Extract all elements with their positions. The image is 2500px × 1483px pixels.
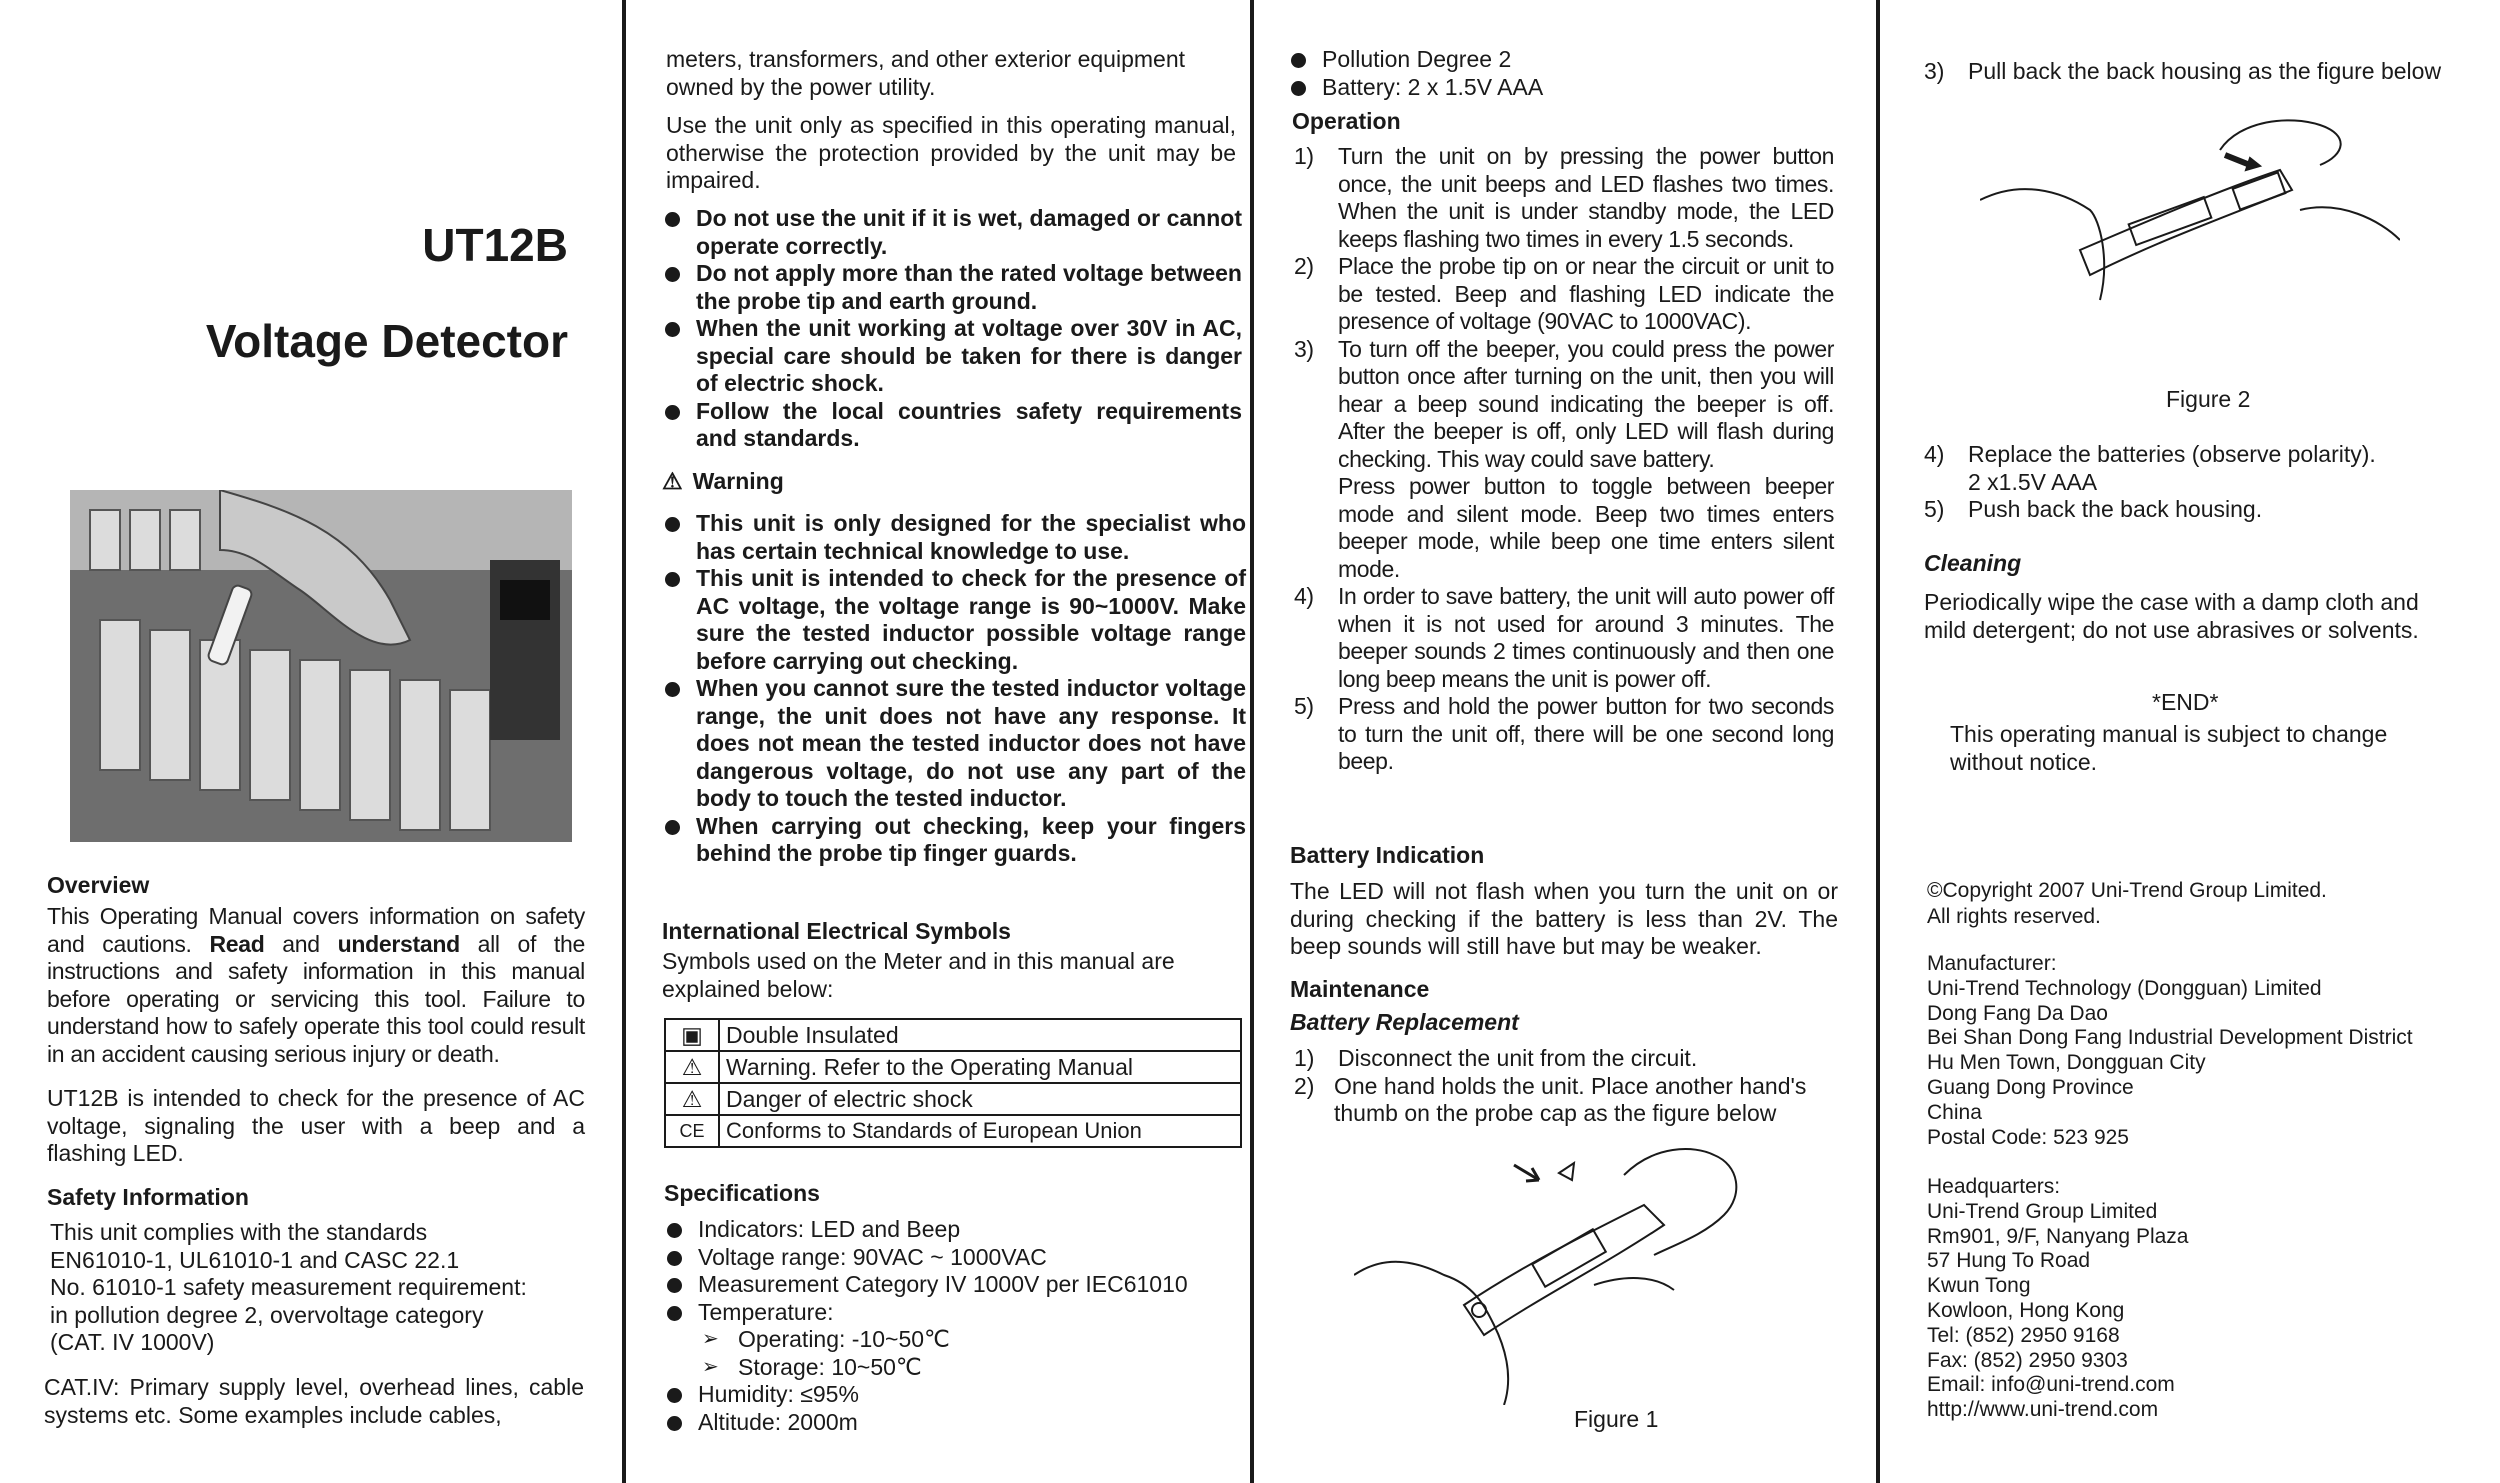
panel-cover — [0, 0, 620, 1483]
cat-iv-text: CAT.IV: Primary supply level, overhead lines, cable systems etc. Some examples include cables, — [44, 1374, 584, 1428]
figure-1-illustration — [1354, 1135, 1754, 1405]
operation-step — [1294, 473, 1834, 583]
spec-item: Humidity: ≤95% — [664, 1381, 1254, 1409]
step-text: 2 x1.5V AAA — [1968, 468, 2098, 495]
model-title: UT12B — [422, 219, 568, 271]
overview-text-c: all of the instructions and safety information in this manual before operating or servicing this tool. Failure to understand how to safely operate this tool could result in an accident causing serious injury or death. — [47, 930, 586, 1067]
operation-step — [1294, 253, 1834, 336]
battery-replacement-heading: Battery Replacement — [1290, 1009, 1519, 1035]
table-row — [665, 1019, 1241, 1051]
warning-heading — [662, 468, 784, 496]
table-row — [665, 1083, 1241, 1115]
ce-mark-icon: CE — [665, 1115, 719, 1147]
spec-subitem: ➢ Storage: 10~50℃ — [664, 1354, 1254, 1382]
spec-item: Pollution Degree 2 — [1288, 46, 1848, 74]
manufacturer-line: Hu Men Town, Dongguan City — [1927, 1051, 2206, 1075]
spec-item: Altitude: 2000m — [664, 1409, 1254, 1437]
manufacturer-line: Manufacturer: — [1927, 952, 2057, 975]
electric-shock-icon: ⚠ — [665, 1083, 719, 1115]
manufacturer-block — [1927, 952, 2413, 1150]
step-number: 3) — [1294, 335, 1314, 362]
manufacturer-line: China — [1927, 1100, 1982, 1124]
overview-paragraph-2: UT12B is intended to check for the presence of AC voltage, signaling the user with a beep and a flashing LED. — [47, 1085, 585, 1166]
symbol-label: Warning. Refer to the Operating Manual — [719, 1051, 1241, 1083]
panel-battery — [1880, 0, 2500, 1483]
spec-item: Battery: 2 x 1.5V AAA — [1288, 74, 1848, 102]
bullet-item: Follow the local countries safety requirements and standards. — [662, 398, 1242, 453]
headquarters-line: Uni-Trend Group Limited — [1927, 1199, 2158, 1223]
spec-item: Voltage range: 90VAC ~ 1000VAC — [664, 1244, 1254, 1272]
step-number: 5) — [1924, 496, 1945, 522]
safety-line: EN61010-1, UL61010-1 and CASC 22.1 — [50, 1246, 460, 1273]
spec-item: Measurement Category IV 1000V per IEC61010 — [664, 1271, 1254, 1299]
bullet-item: Do not apply more than the rated voltage between the probe tip and earth ground. — [662, 260, 1242, 315]
replacement-step — [1294, 1073, 1844, 1128]
headquarters-website: http://www.uni-trend.com — [1927, 1398, 2159, 1422]
step-number: 4) — [1924, 441, 1945, 467]
cleaning-heading: Cleaning — [1924, 550, 2022, 576]
rights-reserved: All rights reserved. — [1927, 905, 2101, 928]
copyright — [1927, 878, 2327, 903]
overview-understand: understand — [337, 930, 460, 957]
headquarters-line: 57 Hung To Road — [1927, 1249, 2091, 1273]
replacement-step-3 — [1924, 58, 2484, 86]
battery-indication-heading: Battery Indication — [1290, 842, 1485, 868]
copyright-symbol: © — [1927, 879, 1943, 902]
overview-paragraph-1 — [47, 903, 585, 1068]
bullet-item: When the unit working at voltage over 30V in AC, special care should be taken for there is danger of electric shock. — [662, 315, 1242, 398]
cleaning-text: Periodically wipe the case with a damp cloth and mild detergent; do not use abrasives or solvents. — [1924, 589, 2419, 643]
warning-label: Warning — [692, 468, 784, 494]
step-text: Replace the batteries (observe polarity). — [1968, 441, 2376, 467]
step-number: 2) — [1294, 253, 1314, 279]
warning-item: When you cannot sure the tested inductor voltage range, the unit does not have any response. It does not mean the tested inductor does not have dangerous voltage, do not use any part of the body to touch the tested inductor. — [662, 675, 1246, 813]
symbol-label: Danger of electric shock — [719, 1083, 1241, 1115]
safety-lines — [50, 1219, 590, 1357]
product-title: Voltage Detector — [205, 315, 568, 367]
operation-step — [1294, 583, 1834, 693]
replacement-step — [1924, 496, 2484, 524]
use-text: Use the unit only as specified in this operating manual, otherwise the protection provided by the unit may be impaired. — [666, 112, 1236, 193]
headquarters-line: Fax: (852) 2950 9303 — [1927, 1348, 2128, 1372]
headquarters-line: Kwun Tong — [1927, 1274, 2031, 1298]
symbols-table — [664, 1018, 1242, 1148]
step-number: 5) — [1294, 693, 1314, 719]
safety-line: (CAT. IV 1000V) — [50, 1329, 215, 1355]
manufacturer-line: Uni-Trend Technology (Dongguan) Limited — [1927, 976, 2322, 1000]
panel-safety — [626, 0, 1250, 1483]
symbol-label: Conforms to Standards of European Union — [719, 1115, 1241, 1147]
headquarters-line: Kowloon, Hong Kong — [1927, 1298, 2125, 1322]
step-text: Pull back the back housing as the figure below — [1968, 58, 2442, 84]
manufacturer-line: Bei Shan Dong Fang Industrial Development District — [1927, 1026, 2413, 1050]
step-text: Place the probe tip on or near the circuit or unit to be tested. Beep and flashing LED indicate the presence of voltage (90VAC to 1000VAC). — [1338, 253, 1834, 334]
warning-bullets — [662, 510, 1246, 868]
warning-item: When carrying out checking, keep your fingers behind the probe tip finger guards. — [662, 813, 1246, 868]
spec-subitem: ➢ Operating: -10~50℃ — [664, 1326, 1254, 1354]
copyright-text: Copyright 2007 Uni-Trend Group Limited. — [1942, 879, 2327, 902]
headquarters-email: Email: info@uni-trend.com — [1927, 1373, 2175, 1397]
symbols-intro: Symbols used on the Meter and in this manual are explained below: — [662, 948, 1175, 1002]
table-row — [665, 1115, 1241, 1147]
spec-item: Indicators: LED and Beep — [664, 1216, 1254, 1244]
warning-item: This unit is only designed for the specialist who has certain technical knowledge to use. — [662, 510, 1246, 565]
operation-heading: Operation — [1292, 108, 1401, 134]
spec-continued — [1288, 46, 1848, 101]
replacement-step-detail — [1924, 469, 2484, 497]
headquarters-block — [1927, 1175, 2188, 1423]
end-marker: *END* — [2152, 689, 2219, 715]
safety-line: This unit complies with the standards — [50, 1219, 428, 1245]
spec-item: Temperature: — [664, 1299, 1254, 1327]
step-text: In order to save battery, the unit will auto power off when it is not used for around 3 minutes. The beeper sounds 2 times continuously and then one long beep means the unit is power off. — [1338, 583, 1834, 692]
change-notice: This operating manual is subject to change without notice. — [1950, 721, 2388, 775]
overview-text-a: This Operating Manual covers information on safety and cautions. — [47, 903, 585, 957]
headquarters-line: Headquarters: — [1927, 1175, 2061, 1198]
manufacturer-line: Dong Fang Da Dao — [1927, 1001, 2108, 1025]
step-text: To turn off the beeper, you could press the power button once after turning on the unit, then you will hear a beep sound indicating the beeper is off. After the beeper is off, only LED will flash during checking. This way could save battery. — [1338, 335, 1834, 472]
step-text: Turn the unit on by pressing the power button once, the unit beeps and LED flashes two times. When the unit is under standby mode, the LED keeps flashing two times in every 1.5 seconds. — [1338, 143, 1834, 252]
double-insulated-icon: ▣ — [665, 1019, 719, 1051]
headquarters-line: Rm901, 9/F, Nanyang Plaza — [1927, 1224, 2189, 1248]
spec-list — [664, 1216, 1254, 1436]
step-text: One hand holds the unit. Place another hand's thumb on the probe cap as the figure below — [1334, 1072, 1807, 1126]
symbols-heading: International Electrical Symbols — [662, 918, 1011, 944]
step-number: 1) — [1294, 143, 1314, 169]
manufacturer-line: Guang Dong Province — [1927, 1075, 2134, 1099]
warning-item: This unit is intended to check for the presence of AC voltage, the voltage range is 90~1000V. Make sure the tested inductor possible voltage range before carrying out checking. — [662, 565, 1246, 675]
panel-operation — [1254, 0, 1876, 1483]
operation-step — [1294, 143, 1834, 253]
maintenance-heading: Maintenance — [1290, 976, 1430, 1002]
figure-1-caption: Figure 1 — [1574, 1406, 1659, 1432]
replacement-steps — [1294, 1045, 1844, 1128]
warning-icon: ⚠ — [662, 468, 683, 494]
replacement-step — [1924, 441, 2484, 469]
operation-step — [1294, 693, 1834, 776]
safety-heading: Safety Information — [47, 1184, 249, 1210]
safety-line: in pollution degree 2, overvoltage category — [50, 1301, 484, 1328]
figure-2-illustration — [1980, 110, 2400, 380]
figure-2-caption: Figure 2 — [2166, 386, 2251, 412]
step-text: Push back the back housing. — [1968, 496, 2263, 522]
step-number: 3) — [1924, 58, 1945, 84]
step-number: 1) — [1294, 1045, 1315, 1071]
step-number: 4) — [1294, 583, 1314, 609]
product-photo — [70, 490, 572, 842]
headquarters-line: Tel: (852) 2950 9168 — [1927, 1323, 2120, 1347]
battery-indication-text: The LED will not flash when you turn the unit on or during checking if the battery is less than 2V. The beep sounds will still have but may be weaker. — [1290, 878, 1838, 959]
spec-heading: Specifications — [664, 1180, 820, 1206]
operation-step — [1294, 336, 1834, 474]
overview-text-b: and — [264, 930, 338, 957]
replacement-step — [1294, 1045, 1844, 1073]
step-text: Disconnect the unit from the circuit. — [1338, 1045, 1698, 1071]
bullet-item: Do not use the unit if it is wet, damaged or cannot operate correctly. — [662, 205, 1242, 260]
replacement-step — [1924, 58, 2484, 86]
step-text: Press power button to toggle between beeper mode and silent mode. Beep two times enters beeper mode, while beep one time enters silent mode. — [1338, 473, 1834, 582]
continued-text: meters, transformers, and other exterior equipment owned by the power utility. — [666, 46, 1186, 100]
table-row — [665, 1051, 1241, 1083]
step-number: 2) — [1294, 1072, 1315, 1099]
operation-list — [1294, 143, 1834, 776]
symbol-label: Double Insulated — [719, 1019, 1241, 1051]
safety-bullets — [662, 205, 1242, 453]
warning-triangle-icon: ⚠ — [665, 1051, 719, 1083]
step-text: Press and hold the power button for two seconds to turn the unit off, there will be one second long beep. — [1338, 693, 1834, 774]
safety-line: No. 61010-1 safety measurement requirement: — [50, 1274, 527, 1300]
manufacturer-line: Postal Code: 523 925 — [1927, 1125, 2129, 1149]
replacement-steps-4-5 — [1924, 441, 2484, 524]
overview-read: Read — [209, 930, 265, 957]
overview-heading: Overview — [47, 872, 150, 898]
